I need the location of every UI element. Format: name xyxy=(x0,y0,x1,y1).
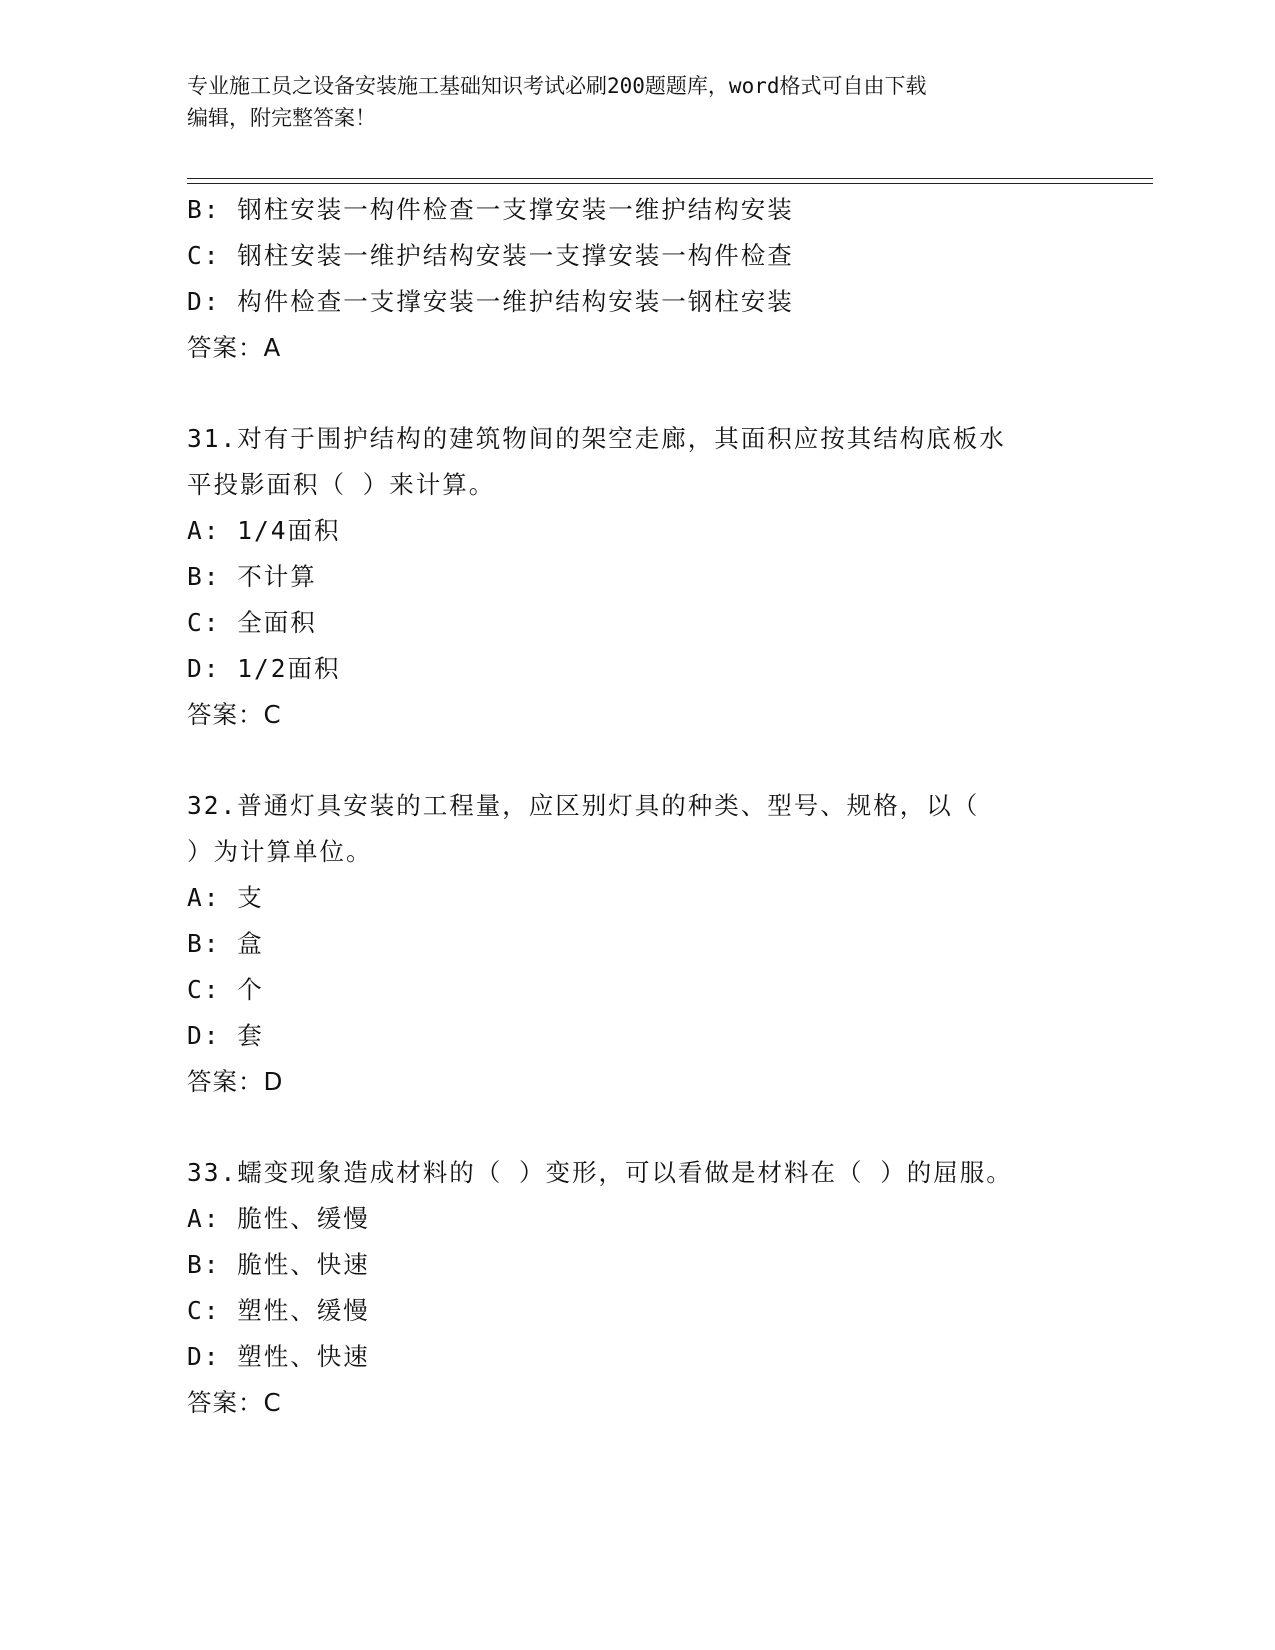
question-list xyxy=(187,187,1087,1426)
option-a: A: 脆性、缓慢 xyxy=(187,1204,370,1233)
option-c: C: 全面积 xyxy=(187,608,317,637)
header-divider-top xyxy=(187,178,1153,179)
option-d: D: 构件检查一支撑安装一维护结构安装一钢柱安装 xyxy=(187,287,794,316)
option-a: A: 1/4面积 xyxy=(187,516,341,545)
option-b: B: 钢柱安装一构件检查一支撑安装一维护结构安装 xyxy=(187,195,794,224)
option-b: B: 脆性、快速 xyxy=(187,1250,370,1279)
question-32 xyxy=(187,783,1087,1105)
option-b: B: 不计算 xyxy=(187,562,317,591)
question-stem-line: 31.对有于围护结构的建筑物间的架空走廊，其面积应按其结构底板水 xyxy=(187,424,1006,453)
question-stem-line: ）为计算单位。 xyxy=(187,837,373,866)
answer-line: 答案：C xyxy=(187,1388,282,1417)
answer-line: 答案：A xyxy=(187,333,282,362)
question-stem-line: 32.普通灯具安装的工程量，应区别灯具的种类、型号、规格，以（ xyxy=(187,791,980,820)
question-30-continuation xyxy=(187,187,1087,371)
header-line-2: 编辑，附完整答案！ xyxy=(187,106,376,130)
option-a: A: 支 xyxy=(187,883,264,912)
header-divider-bottom xyxy=(187,183,1153,184)
question-stem-line: 33.蠕变现象造成材料的（ ）变形，可以看做是材料在（ ）的屈服。 xyxy=(187,1158,1013,1187)
answer-line: 答案：D xyxy=(187,1067,284,1096)
option-c: C: 塑性、缓慢 xyxy=(187,1296,370,1325)
option-d: D: 套 xyxy=(187,1021,264,1050)
question-stem-line: 平投影面积（ ）来计算。 xyxy=(187,470,496,499)
answer-line: 答案：C xyxy=(187,700,282,729)
header-line-1: 专业施工员之设备安装施工基础知识考试必刷200题题库，word格式可自由下载 xyxy=(187,74,927,98)
option-c: C: 钢柱安装一维护结构安装一支撑安装一构件检查 xyxy=(187,241,794,270)
option-b: B: 盒 xyxy=(187,929,264,958)
option-c: C: 个 xyxy=(187,975,264,1004)
question-33 xyxy=(187,1150,1087,1426)
document-header xyxy=(187,70,1067,134)
question-31 xyxy=(187,416,1087,738)
option-d: D: 1/2面积 xyxy=(187,654,341,683)
option-d: D: 塑性、快速 xyxy=(187,1342,370,1371)
